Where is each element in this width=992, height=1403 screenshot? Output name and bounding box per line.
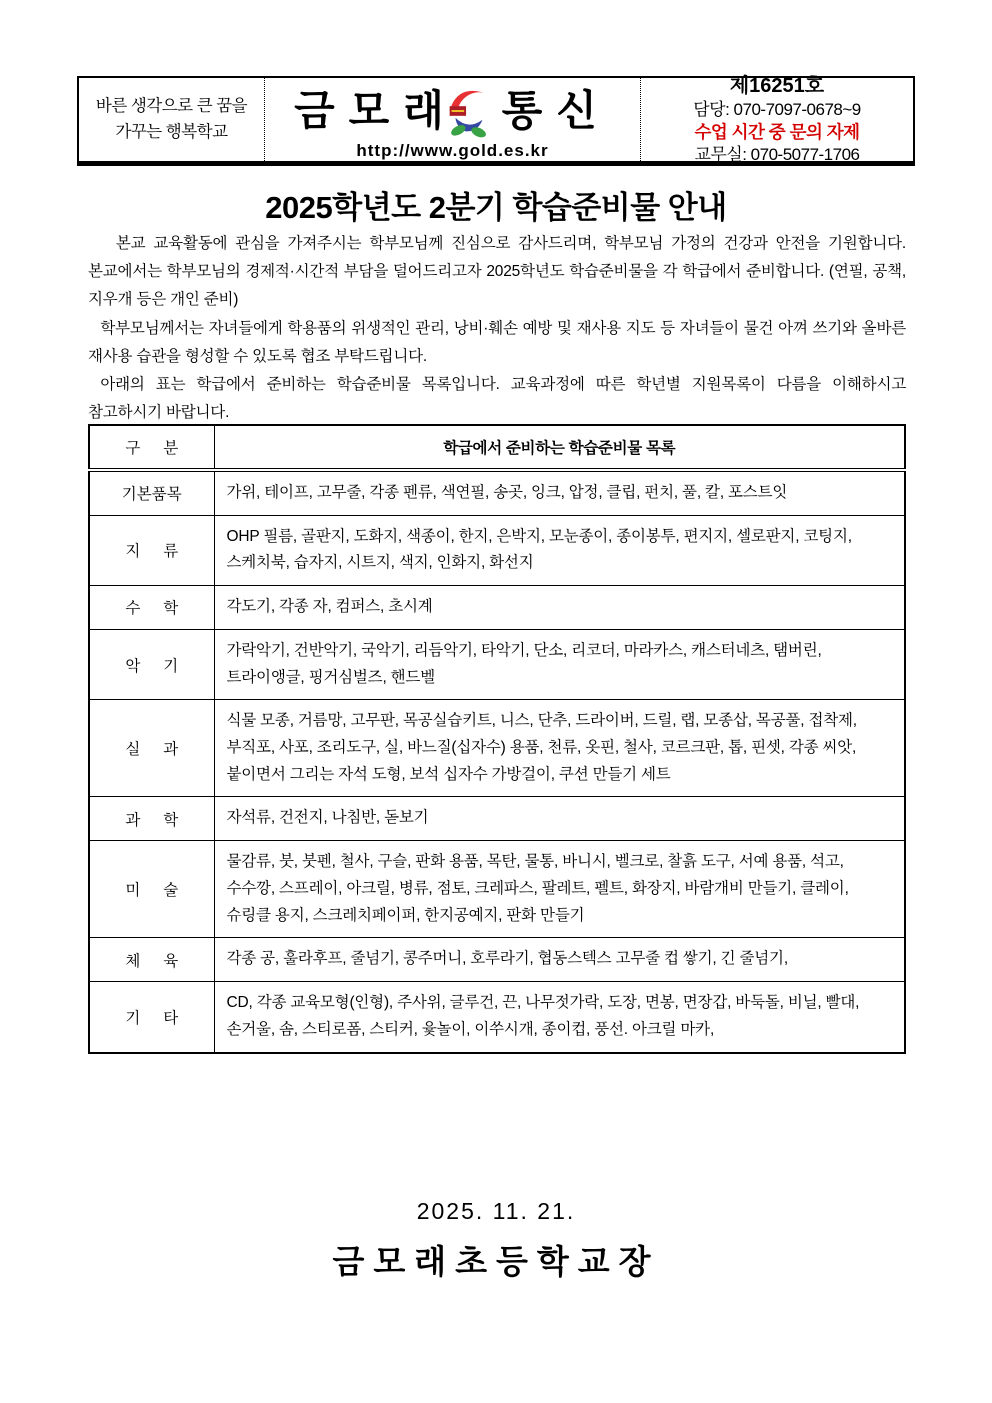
motto-line1: 바른 생각으로 큰 꿈을 <box>95 96 248 115</box>
row-items: 자석류, 건전지, 나침반, 돋보기 <box>214 797 905 841</box>
principal-signature: 금모래초등학교장 <box>332 1243 660 1280</box>
row-category: 지 류 <box>89 515 214 585</box>
table-row <box>89 982 905 1053</box>
row-items: CD, 각종 교육모형(인형), 주사위, 글루건, 끈, 나무젓가락, 도장, 면봉, 면장갑, 바둑돌, 비닐, 빨대, 손거울, 솜, 스티로폼, 스티커, 윷놀이, 이쑤시개, 종이컵, 풍선. 아크릴 마카, <box>214 982 905 1053</box>
newsletter-title-part2: 통신 <box>501 87 611 134</box>
row-items: 가위, 테이프, 고무줄, 각종 펜류, 색연필, 송곳, 잉크, 압정, 클립, 펀치, 풀, 칼, 포스트잇 <box>214 470 905 515</box>
row-category: 미 술 <box>89 841 214 938</box>
row-items: 각도기, 각종 자, 컴퍼스, 초시계 <box>214 585 905 629</box>
table-row <box>89 938 905 982</box>
supplies-table-body <box>89 470 905 1053</box>
table-row <box>89 515 905 585</box>
row-category: 수 학 <box>89 585 214 629</box>
paragraph-2: 학부모님께서는 자녀들에게 학용품의 위생적인 관리, 낭비·훼손 예방 및 재사용 지도 등 자녀들이 물건 아껴 쓰기와 올바른 재사용 습관을 형성할 수 있도록 협조 부탁드립니다. <box>88 319 906 365</box>
office-phone: 교무실: 070-5077-1706 <box>694 144 860 164</box>
body-text <box>88 230 906 427</box>
table-row <box>89 629 905 699</box>
call-notice: 수업 시간 중 문의 자제 <box>694 122 860 143</box>
row-items: OHP 필름, 골판지, 도화지, 색종이, 한지, 은박지, 모눈종이, 종이봉투, 편지지, 셀로판지, 코팅지, 스케치북, 습자지, 시트지, 색지, 인화지, 화선지 <box>214 515 905 585</box>
row-items: 가락악기, 건반악기, 국악기, 리듬악기, 타악기, 단소, 리코더, 마라카스, 캐스터네츠, 탬버린, 트라이앵글, 핑거심벌즈, 핸드벨 <box>214 629 905 699</box>
column-header-category: 구 분 <box>89 425 214 470</box>
table-row <box>89 585 905 629</box>
row-category: 실 과 <box>89 700 214 797</box>
school-website-url: http://www.gold.es.kr <box>356 141 549 160</box>
supplies-table-head <box>89 425 905 470</box>
newsletter-title <box>294 78 611 138</box>
table-row <box>89 700 905 797</box>
masthead-center <box>265 78 641 161</box>
row-category: 체 육 <box>89 938 214 982</box>
paragraph-3: 아래의 표는 학급에서 준비하는 학습준비물 목록입니다. 교육과정에 따른 학년별 지원목록이 다름을 이해하시고 참고하시기 바랍니다. <box>88 376 906 422</box>
table-header-row <box>89 425 905 470</box>
masthead-contact-block <box>641 75 913 164</box>
row-category: 과 학 <box>89 797 214 841</box>
document-title: 2025학년도 2분기 학습준비물 안내 <box>265 190 727 225</box>
newsletter-title-part1: 금모래 <box>294 87 458 134</box>
row-category: 악 기 <box>89 629 214 699</box>
row-items: 식물 모종, 거름망, 고무판, 목공실습키트, 니스, 단추, 드라이버, 드릴, 랩, 모종삽, 목공풀, 접착제, 부직포, 사포, 조리도구, 실, 바느질(십자수) 용품, 천류, 옷핀, 철사, 코르크판, 톱, 핀셋, 각종 씨앗, 붙이면서 그리는 자석 도형, 보석 십자수 가방걸이, 쿠션 만들기 세트 <box>214 700 905 797</box>
paragraph-1: 본교 교육활동에 관심을 가져주시는 학부모님께 진심으로 감사드리며, 학부모님 가정의 건강과 안전을 기원합니다. 본교에서는 학부모님의 경제적·시간적 부담을 덜어드리고자 2025학년도 학습준비물을 각 학급에서 준비합니다. (연필, 공책, 지우개 등은 개인 준비) <box>88 235 906 309</box>
table-row <box>89 797 905 841</box>
motto-line2: 가꾸는 행복학교 <box>115 122 228 141</box>
school-motto <box>79 78 265 161</box>
supplies-table <box>88 424 906 1054</box>
table-row <box>89 841 905 938</box>
row-category: 기 타 <box>89 982 214 1053</box>
table-row <box>89 470 905 515</box>
column-header-items: 학급에서 준비하는 학습준비물 목록 <box>214 425 905 470</box>
row-items: 각종 공, 훌라후프, 줄넘기, 콩주머니, 호루라기, 협동스텍스 고무줄 컵 쌓기, 긴 줄넘기, <box>214 938 905 982</box>
contact-phone: 담당: 070-7097-0678~9 <box>693 100 861 120</box>
issue-date: 2025. 11. 21. <box>416 1198 576 1224</box>
row-items: 물감류, 붓, 붓펜, 철사, 구슬, 판화 용품, 목탄, 물통, 바니시, 벨크로, 찰흙 도구, 서예 용품, 석고, 수수깡, 스프레이, 아크릴, 병류, 점토, 크레파스, 팔레트, 펠트, 화장지, 바람개비 만들기, 클레이, 슈링클 용지, 스크레치페이퍼, 한지공예지, 판화 만들기 <box>214 841 905 938</box>
masthead <box>77 76 915 166</box>
row-category: 기본품목 <box>89 470 214 515</box>
issue-number: 제16251호 <box>729 75 825 98</box>
